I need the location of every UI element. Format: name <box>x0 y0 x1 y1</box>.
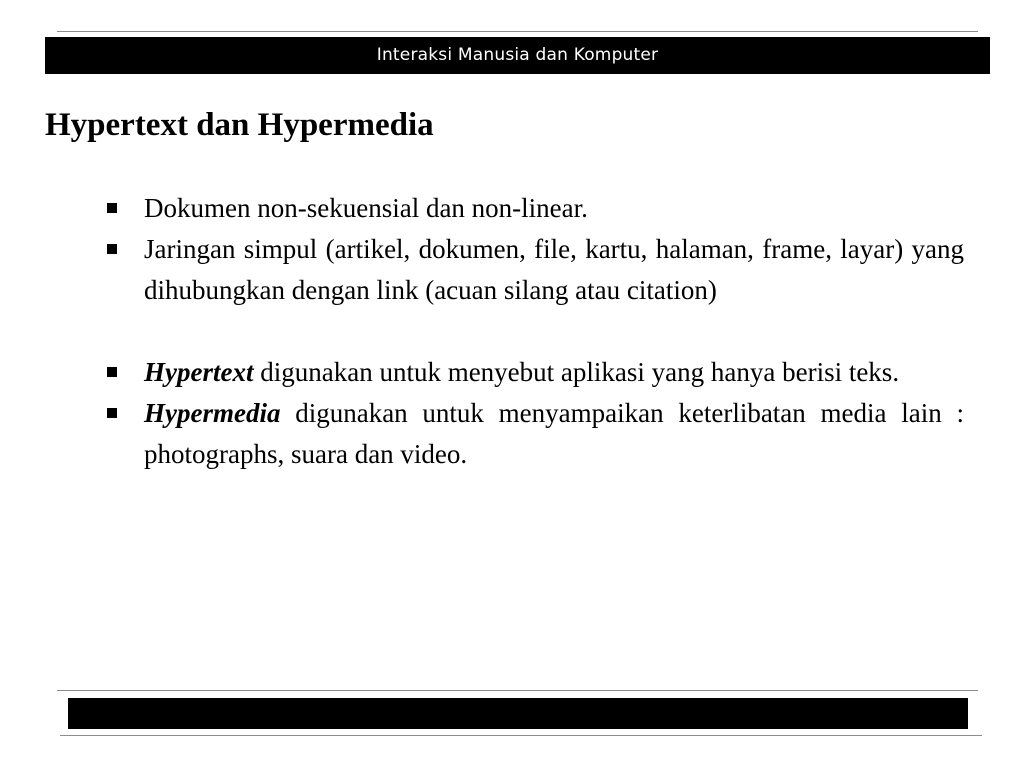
bullet-content <box>144 393 964 475</box>
bullet-term: Hypermedia <box>144 398 281 428</box>
bullet-content <box>144 352 964 393</box>
bullet-text: digunakan untuk menyampaikan keterlibatan media lain : photographs, suara dan video. <box>144 398 964 469</box>
bullet-list <box>104 188 964 475</box>
bullet-item <box>104 352 964 393</box>
top-rule <box>57 31 978 32</box>
footer-bottom-rule <box>60 735 982 736</box>
footer-bar <box>68 698 968 729</box>
bullet-item <box>104 393 964 475</box>
bullet-term: Hypertext <box>144 357 254 387</box>
square-bullet-icon <box>104 352 144 393</box>
bullet-text: Dokumen non-sekuensial dan non-linear. <box>144 193 588 223</box>
bullet-item <box>104 229 964 311</box>
footer-top-rule <box>57 690 978 691</box>
course-title: Interaksi Manusia dan Komputer <box>376 44 659 65</box>
header-bar <box>45 37 990 74</box>
square-bullet-icon <box>104 229 144 270</box>
bullet-text: digunakan untuk menyebut aplikasi yang hanya berisi teks. <box>253 357 900 387</box>
bullet-item <box>104 188 964 229</box>
square-bullet-icon <box>104 188 144 229</box>
slide-title: Hypertext dan Hypermedia <box>45 107 434 143</box>
square-bullet-icon <box>104 393 144 434</box>
bullet-text: Jaringan simpul (artikel, dokumen, file, kartu, halaman, frame, layar) yang dihubungkan dengan link (acuan silang atau citation) <box>144 234 964 305</box>
